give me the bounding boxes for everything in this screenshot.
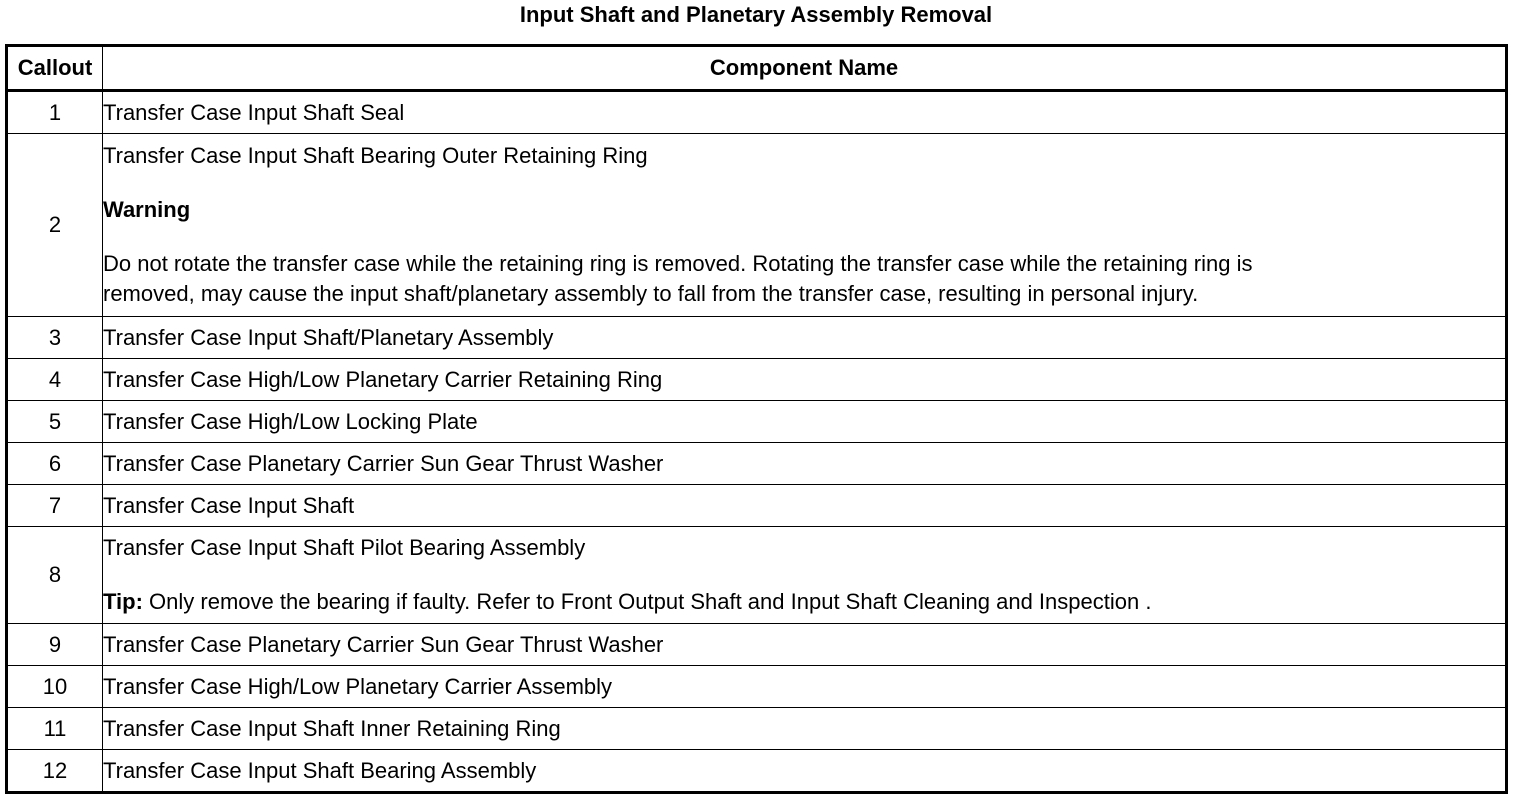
callout-number: 3 <box>7 317 103 359</box>
tip-note <box>103 587 1505 617</box>
callout-number: 12 <box>7 750 103 793</box>
component-name: Transfer Case Input Shaft Inner Retaining Ring <box>103 708 1507 750</box>
component-name: Transfer Case High/Low Planetary Carrier Assembly <box>103 666 1507 708</box>
callout-number: 8 <box>7 527 103 624</box>
callout-number: 2 <box>7 134 103 317</box>
callout-number: 7 <box>7 485 103 527</box>
table-row <box>7 485 1507 527</box>
table-row <box>7 708 1507 750</box>
tip-text: Only remove the bearing if faulty. Refer to Front Output Shaft and Input Shaft Cleaning and Inspection . <box>142 589 1152 614</box>
component-name: Transfer Case High/Low Planetary Carrier Retaining Ring <box>103 359 1507 401</box>
warning-heading: Warning <box>103 197 191 222</box>
page-title: Input Shaft and Planetary Assembly Removal <box>519 2 993 27</box>
table-row <box>7 91 1507 134</box>
callout-column-header: Callout <box>7 46 103 91</box>
table-row <box>7 750 1507 793</box>
tip-label: Tip: <box>103 589 143 614</box>
warning-text-line-2: removed, may cause the input shaft/planetary assembly to fall from the transfer case, resulting in personal injury. <box>103 281 1199 306</box>
component-name: Transfer Case Input Shaft <box>103 485 1507 527</box>
component-name: Transfer Case Input Shaft Pilot Bearing Assembly <box>103 535 586 560</box>
components-table <box>5 44 1508 794</box>
callout-number: 10 <box>7 666 103 708</box>
callout-number: 6 <box>7 443 103 485</box>
component-name: Transfer Case Input Shaft Bearing Outer Retaining Ring <box>103 143 648 168</box>
component-name-cell <box>103 134 1507 317</box>
component-name: Transfer Case Planetary Carrier Sun Gear Thrust Washer <box>103 443 1507 485</box>
table-row <box>7 359 1507 401</box>
callout-number: 9 <box>7 624 103 666</box>
table-row <box>7 527 1507 624</box>
table-row <box>7 666 1507 708</box>
component-name: Transfer Case Input Shaft Seal <box>103 91 1507 134</box>
table-row <box>7 624 1507 666</box>
component-name: Transfer Case High/Low Locking Plate <box>103 401 1507 443</box>
callout-number: 1 <box>7 91 103 134</box>
warning-text-line-1: Do not rotate the transfer case while the retaining ring is removed. Rotating the transfer case while the retaining ring is <box>103 251 1253 276</box>
table-row <box>7 317 1507 359</box>
callout-number: 5 <box>7 401 103 443</box>
component-name: Transfer Case Input Shaft Bearing Assembly <box>103 750 1507 793</box>
component-name: Transfer Case Planetary Carrier Sun Gear Thrust Washer <box>103 624 1507 666</box>
table-header-row <box>7 46 1507 91</box>
component-name: Transfer Case Input Shaft/Planetary Assembly <box>103 317 1507 359</box>
table-row <box>7 443 1507 485</box>
callout-number: 11 <box>7 708 103 750</box>
table-row <box>7 401 1507 443</box>
callout-number: 4 <box>7 359 103 401</box>
component-name-cell <box>103 527 1507 624</box>
table-row <box>7 134 1507 317</box>
component-name-column-header: Component Name <box>103 46 1507 91</box>
